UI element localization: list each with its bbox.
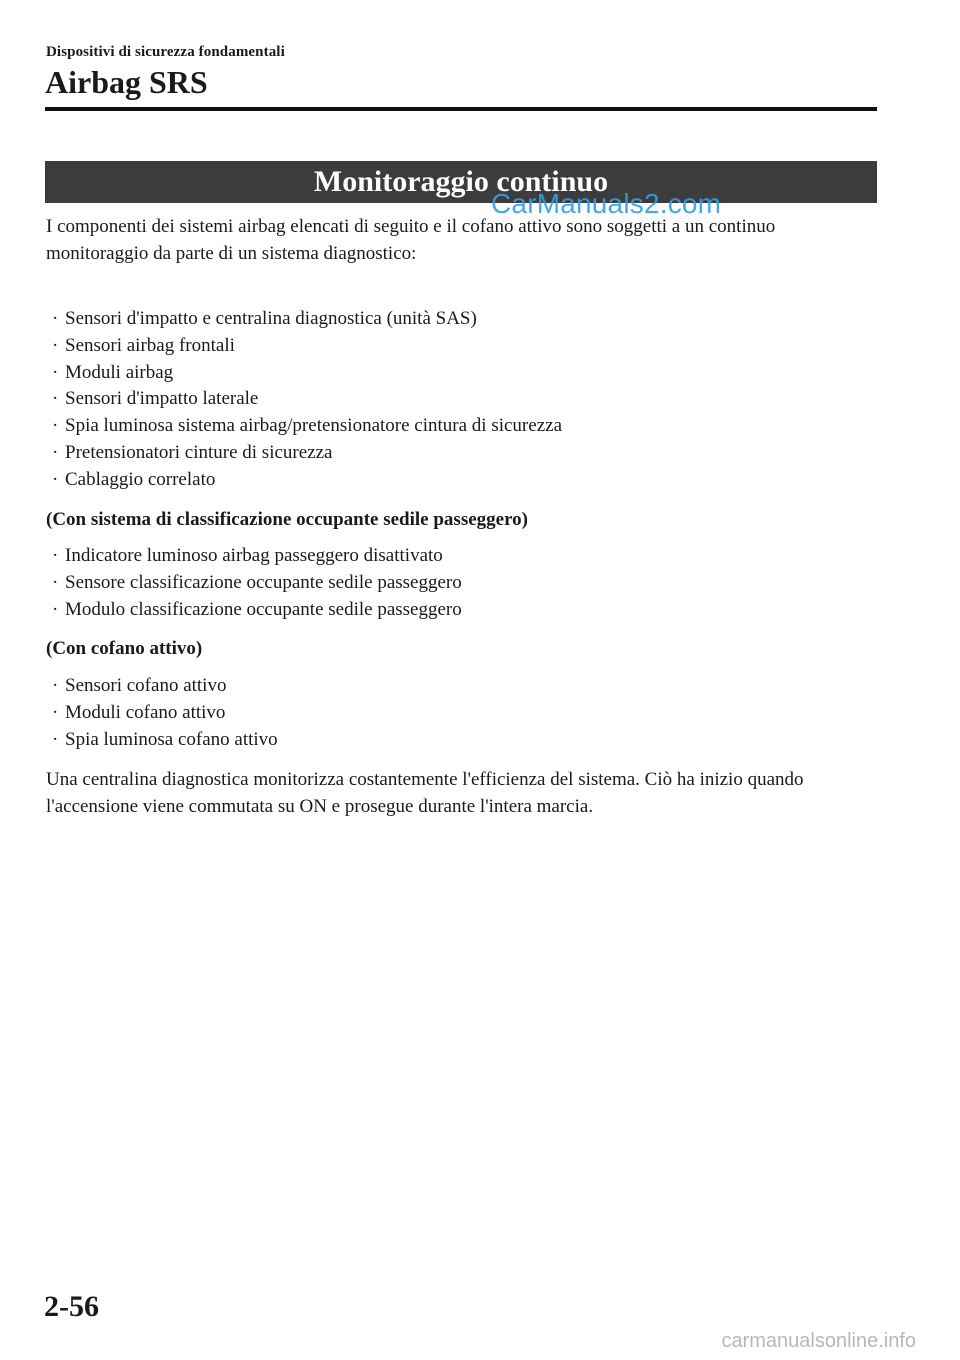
list-item	[46, 386, 876, 413]
list-item	[46, 543, 876, 570]
list-item	[46, 673, 876, 700]
page-number: 2-56	[44, 1290, 99, 1323]
title-divider	[45, 107, 877, 111]
monitored-components-list	[46, 306, 876, 494]
list-item-text: Spia luminosa sistema airbag/pretensionatore cintura di sicurezza	[65, 415, 562, 437]
list-item-text: Sensori d'impatto e centralina diagnostica (unità SAS)	[65, 308, 477, 329]
watermark-text: CarManuals2.com	[491, 188, 722, 219]
section-title-banner: Monitoraggio continuo	[45, 161, 877, 203]
bullet-icon: ·	[52, 728, 59, 750]
list-item-text: Cablaggio correlato	[65, 468, 216, 490]
bullet-icon: ·	[52, 545, 59, 566]
list-item-text: Sensori d'impatto laterale	[65, 388, 259, 410]
list-item	[46, 360, 876, 387]
closing-paragraph: Una centralina diagnostica monitorizza costantemente l'efficienza del sistema. Ciò ha inizio quando l'accensione viene commutata su ON e prosegue durante l'intera marcia.	[46, 769, 804, 817]
list-item	[46, 333, 876, 360]
list-item-text: Spia luminosa cofano attivo	[65, 728, 278, 750]
list-item	[46, 413, 876, 440]
list-item	[46, 306, 876, 333]
footer-watermark: carmanualsonline.info	[721, 1330, 916, 1352]
bullet-icon: ·	[52, 468, 59, 490]
intro-paragraph: I componenti dei sistemi airbag elencati di seguito e il cofano attivo sono soggetti a un continuo monitoraggio da parte di un sistema diagnostico:	[46, 216, 776, 264]
list-item-text: Sensori cofano attivo	[65, 675, 227, 696]
list-item-text: Sensori airbag frontali	[65, 334, 235, 356]
bullet-icon: ·	[52, 701, 59, 723]
bullet-icon: ·	[52, 675, 59, 696]
bullet-icon: ·	[52, 571, 59, 593]
bullet-icon: ·	[52, 441, 59, 463]
subheading-active-hood: (Con cofano attivo)	[46, 638, 203, 659]
chapter-title: Airbag SRS	[45, 64, 208, 100]
bullet-icon: ·	[52, 361, 59, 383]
bullet-icon: ·	[52, 308, 59, 329]
bullet-icon: ·	[52, 334, 59, 356]
list-item-text: Indicatore luminoso airbag passeggero disattivato	[65, 545, 443, 566]
list-item-text: Moduli airbag	[65, 361, 174, 383]
list-item	[46, 597, 876, 624]
list-item	[46, 440, 876, 467]
breadcrumb: Dispositivi di sicurezza fondamentali	[46, 44, 285, 60]
list-item-text: Moduli cofano attivo	[65, 701, 226, 723]
list-item-text: Modulo classificazione occupante sedile passeggero	[65, 598, 462, 620]
occupant-classification-list	[46, 543, 876, 623]
bullet-icon: ·	[52, 388, 59, 410]
list-item	[46, 727, 876, 754]
active-hood-list	[46, 673, 876, 753]
list-item	[46, 700, 876, 727]
bullet-icon: ·	[52, 598, 59, 620]
subheading-occupant-classification: (Con sistema di classificazione occupante sedile passeggero)	[46, 509, 528, 530]
list-item	[46, 570, 876, 597]
bullet-icon: ·	[52, 415, 59, 437]
list-item-text: Sensore classificazione occupante sedile passeggero	[65, 571, 462, 593]
list-item	[46, 467, 876, 494]
list-item-text: Pretensionatori cinture di sicurezza	[65, 441, 333, 463]
